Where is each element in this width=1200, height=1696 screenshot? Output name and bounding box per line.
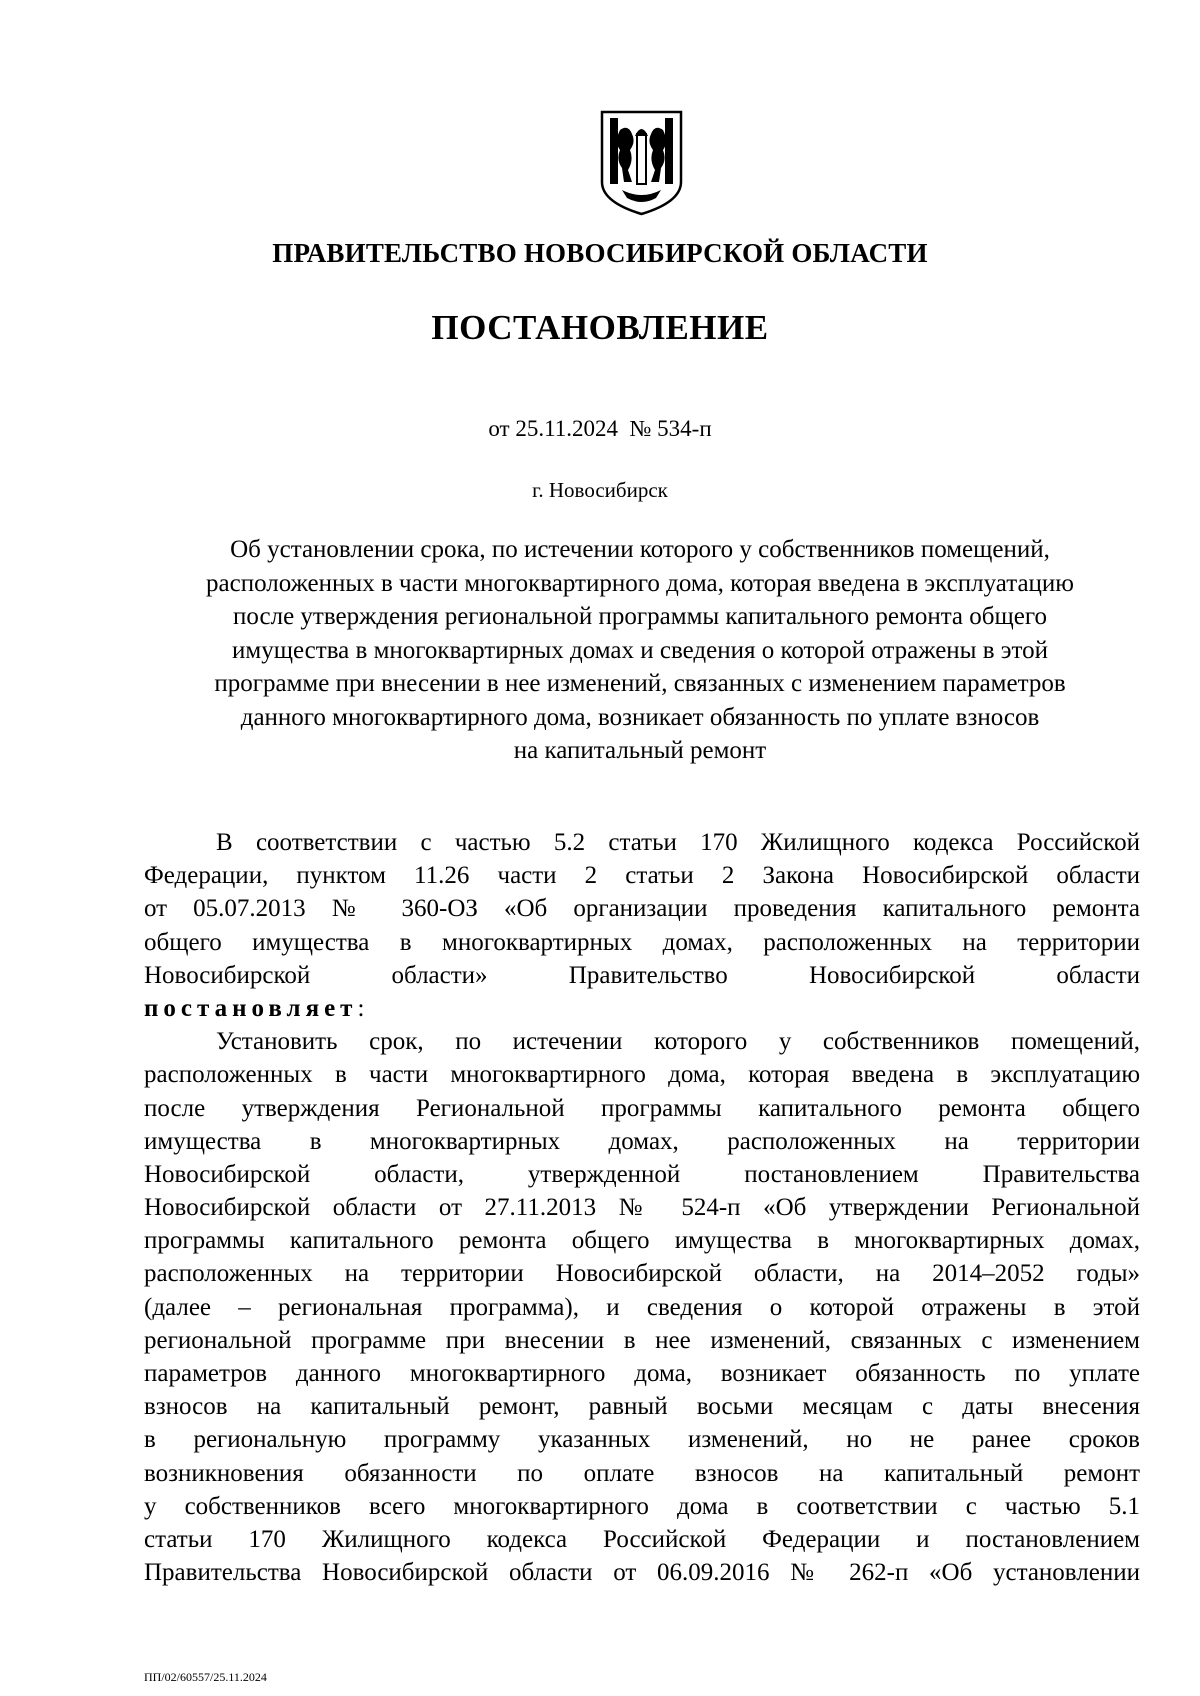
body-line: общего имущества в многоквартирных домах, расположенных на территории xyxy=(144,928,1140,956)
body-line: взносов на капитальный ремонт, равный восьми месяцам с даты внесения xyxy=(144,1393,1140,1421)
document-date: 25.11.2024 xyxy=(515,416,618,441)
body-line: расположенных в части многоквартирного дома, которая введена в эксплуатацию xyxy=(144,1061,1140,1089)
body-line: Новосибирской области от 27.11.2013 № 524-п «Об утверждении Региональной xyxy=(144,1194,1140,1222)
document-body xyxy=(144,826,1140,1589)
coat-of-arms-emblem xyxy=(598,110,685,217)
document-type: ПОСТАНОВЛЕНИЕ xyxy=(431,308,769,347)
subject-line: данного многоквартирного дома, возникает обязанность по уплате взносов xyxy=(240,703,1040,731)
body-line: В соответствии с частью 5.2 статьи 170 Жилищного кодекса Российской xyxy=(216,829,1140,856)
resolves-colon: : xyxy=(357,994,365,1022)
city: г. Новосибирск xyxy=(532,478,668,502)
body-line: возникновения обязанности по оплате взносов на капитальный ремонт xyxy=(144,1459,1140,1487)
body-line: Новосибирской области» Правительство Новосибирской области xyxy=(144,961,1140,989)
body-line: после утверждения Региональной программы капитального ремонта общего xyxy=(144,1094,1140,1122)
subject-line: после утверждения региональной программы капитального ремонта общего xyxy=(233,603,1047,630)
subject-line: Об установлении срока, по истечении которого у собственников помещений, xyxy=(230,536,1050,563)
preamble-paragraph xyxy=(144,826,1140,1025)
body-line: (далее – региональная программа), и сведения о которой отражены в этой xyxy=(144,1293,1140,1321)
body-line: Установить срок, по истечении которого у собственников помещений, xyxy=(216,1028,1140,1056)
subject-line: расположенных в части многоквартирного дома, которая введена в эксплуатацию xyxy=(206,569,1074,597)
subject-line: на капитальный ремонт xyxy=(513,737,767,764)
body-line: имущества в многоквартирных домах, расположенных на территории xyxy=(144,1127,1140,1155)
body-line: расположенных на территории Новосибирской области, на 2014–2052 годы» xyxy=(144,1260,1140,1288)
document-subject xyxy=(140,533,1140,768)
body-line: от 05.07.2013 № 360-ОЗ «Об организации проведения капитального ремонта xyxy=(144,895,1140,923)
date-prefix: от xyxy=(488,416,510,441)
body-line: Федерации, пунктом 11.26 части 2 статьи 2 Закона Новосибирской области xyxy=(144,862,1140,890)
body-line: программы капитального ремонта общего имущества в многоквартирных домах, xyxy=(144,1227,1140,1255)
document-number: № 534-п xyxy=(629,416,712,441)
body-line: Правительства Новосибирской области от 06.09.2016 № 262-п «Об установлении xyxy=(144,1559,1140,1587)
body-line: в региональную программу указанных изменений, но не ранее сроков xyxy=(144,1426,1140,1454)
document-reference-footer: ПП/02/60557/25.11.2024 xyxy=(144,1670,267,1684)
decision-paragraph xyxy=(144,1025,1140,1589)
body-line: Новосибирской области, утвержденной постановлением Правительства xyxy=(144,1160,1140,1188)
body-line: статьи 170 Жилищного кодекса Российской Федерации и постановлением xyxy=(144,1525,1140,1553)
body-line: региональной программе при внесении в нее изменений, связанных с изменением xyxy=(144,1326,1140,1354)
resolves-line xyxy=(144,992,1140,1025)
organization-title: ПРАВИТЕЛЬСТВО НОВОСИБИРСКОЙ ОБЛАСТИ xyxy=(272,238,928,268)
date-number-line xyxy=(0,416,1200,442)
subject-line: имущества в многоквартирных домах и сведения о которой отражены в этой xyxy=(232,636,1048,664)
body-line: параметров данного многоквартирного дома, возникает обязанность по уплате xyxy=(144,1360,1140,1387)
body-line: у собственников всего многоквартирного дома в соответствии с частью 5.1 xyxy=(144,1492,1140,1520)
resolves-word: постановляет xyxy=(144,994,358,1022)
subject-line: программе при внесении в нее изменений, связанных с изменением параметров xyxy=(214,670,1066,697)
